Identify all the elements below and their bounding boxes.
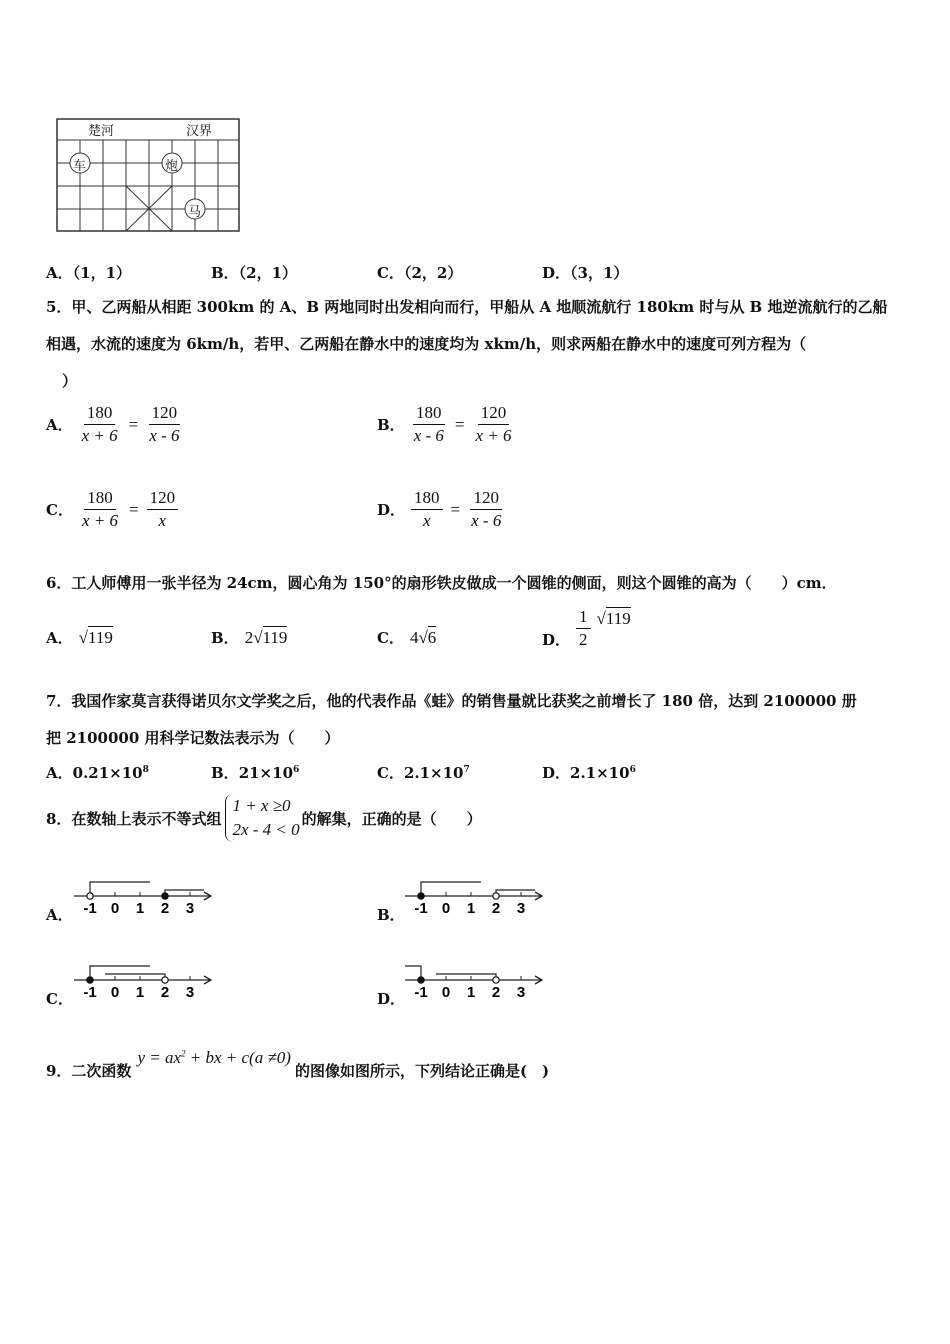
equals-sign: = xyxy=(128,499,139,519)
tick-label: 3 xyxy=(185,984,195,1001)
solution-ray xyxy=(496,890,535,896)
q7-stem-line1: 7．我国作家莫言获得诺贝尔文学奖之后，他的代表作品《蛙》的销售量就比获奖之前增长了 180 倍，达到 2100000 册 xyxy=(46,692,857,710)
q6-option-a[interactable] xyxy=(46,627,113,648)
q9-stem xyxy=(46,1048,549,1081)
tick-label: -1 xyxy=(83,900,97,917)
radical xyxy=(410,628,436,648)
radicand: 119 xyxy=(605,608,631,628)
inequality-1: 1 + x ≥0 xyxy=(232,796,291,815)
q7-option-b[interactable] xyxy=(211,762,299,783)
closed-endpoint xyxy=(87,977,93,983)
option-label: A． xyxy=(46,906,73,924)
option-label: D． xyxy=(377,990,406,1008)
inequality-2: 2x - 4 < 0 xyxy=(232,820,300,839)
denominator: x - 6 xyxy=(149,426,180,445)
open-endpoint xyxy=(493,977,499,983)
option-label: B． xyxy=(377,416,405,434)
q9-prefix: 9．二次函数 xyxy=(46,1062,132,1080)
numerator: 180 xyxy=(84,487,116,510)
board-label-hanjie: 汉界 xyxy=(186,124,213,139)
piece-horse: 马 xyxy=(188,205,202,220)
formula-exponent: 2 xyxy=(181,1048,186,1059)
solution-ray xyxy=(90,882,150,896)
exponent: 6 xyxy=(293,765,300,775)
fraction xyxy=(576,606,591,651)
fraction xyxy=(473,402,515,447)
tick-label: -1 xyxy=(83,984,97,1001)
open-endpoint xyxy=(162,977,168,983)
root-sign: √ xyxy=(253,627,263,647)
tick-label: 2 xyxy=(160,984,170,1001)
radicand: 119 xyxy=(87,627,113,647)
solution-ray xyxy=(90,966,150,980)
q5-stem-line2: 相遇，水流的速度为 6km/h，若甲、乙两船在静水中的速度均为 xkm/h，则求两船在静水中的速度可列方程为（ xyxy=(46,335,807,353)
q7-option-c[interactable] xyxy=(377,762,470,783)
q4-option-c[interactable]: C．（2，2） xyxy=(377,264,463,282)
formula-rest: + bx + c(a ≠0) xyxy=(185,1048,291,1067)
q4-option-d[interactable]: D．（3，1） xyxy=(542,264,629,282)
numerator: 120 xyxy=(147,487,179,510)
root-sign: √ xyxy=(418,627,428,647)
quadratic-formula xyxy=(137,1048,291,1068)
tick-label: 2 xyxy=(160,900,170,917)
fraction xyxy=(411,402,447,447)
denominator: x - 6 xyxy=(471,511,502,530)
denominator: x + 6 xyxy=(81,511,118,530)
denominator: x - 6 xyxy=(413,426,444,445)
number-line-b xyxy=(403,872,549,926)
equals-sign: = xyxy=(450,499,461,519)
mantissa: 2.1×10 xyxy=(403,764,464,782)
solution-ray xyxy=(105,974,165,980)
tick-label: 1 xyxy=(135,984,145,1001)
mantissa: 21×10 xyxy=(238,764,294,782)
inequality-system xyxy=(225,794,299,842)
q7-option-a[interactable] xyxy=(46,762,149,783)
q6-option-b[interactable] xyxy=(211,627,287,648)
option-label: C． xyxy=(377,629,404,647)
q6-option-d[interactable] xyxy=(542,606,631,651)
formula-y: y = ax xyxy=(137,1048,182,1067)
tick-label: 0 xyxy=(441,900,451,917)
q5-stem-line3: ） xyxy=(62,372,78,390)
closed-endpoint xyxy=(418,893,424,899)
tick-label: 3 xyxy=(185,900,195,917)
board-label-chuhe: 楚河 xyxy=(88,124,115,139)
exponent: 6 xyxy=(629,765,636,775)
option-label: C． xyxy=(46,501,73,519)
denominator: 2 xyxy=(579,630,588,649)
q8-suffix: 的解集，正确的是（ ） xyxy=(301,809,482,828)
q5-stem-line1: 5．甲、乙两船从相距 300km 的 A、B 两地同时出发相向而行，甲船从 A 地顺流航行 180km 时与从 B 地逆流航行的乙船 xyxy=(46,298,888,316)
q9-suffix: 的图像如图所示，下列结论正确是( ) xyxy=(294,1062,550,1080)
denominator: x xyxy=(422,511,431,530)
option-label: D． xyxy=(377,501,406,519)
option-label: C． xyxy=(46,990,73,1008)
closed-endpoint xyxy=(162,893,168,899)
q5-option-c[interactable] xyxy=(46,487,178,532)
fraction xyxy=(79,487,121,532)
tick-label: 1 xyxy=(466,900,476,917)
option-label: C． xyxy=(377,764,404,782)
fraction xyxy=(147,487,179,532)
coefficient: 4 xyxy=(409,627,419,647)
equals-sign: = xyxy=(128,414,139,434)
solution-ray xyxy=(436,974,496,980)
piece-chariot: 车 xyxy=(73,159,87,174)
tick-label: 3 xyxy=(516,900,526,917)
fraction xyxy=(79,402,121,447)
number-line-d xyxy=(403,956,549,1010)
open-endpoint xyxy=(87,893,93,899)
option-label: B． xyxy=(211,764,239,782)
tick-label: 2 xyxy=(491,984,501,1001)
q5-option-d[interactable] xyxy=(377,487,504,532)
q7-option-d[interactable] xyxy=(542,762,636,783)
numerator: 180 xyxy=(411,487,443,510)
solution-ray xyxy=(165,890,204,896)
q6-option-c[interactable] xyxy=(377,627,436,648)
numerator: 120 xyxy=(149,402,181,425)
q5-option-b[interactable] xyxy=(377,402,515,447)
mantissa: 0.21×10 xyxy=(72,764,143,782)
numerator: 120 xyxy=(478,402,510,425)
mantissa: 2.1×10 xyxy=(570,764,630,782)
option-label: D． xyxy=(542,764,571,782)
tick-label: 0 xyxy=(110,900,120,917)
equals-sign: = xyxy=(454,414,465,434)
closed-endpoint xyxy=(418,977,424,983)
option-label: A． xyxy=(46,416,73,434)
radicand: 119 xyxy=(262,627,288,647)
solution-ray xyxy=(421,882,481,896)
tick-label: -1 xyxy=(414,984,428,1001)
denominator: x xyxy=(158,511,167,530)
number-line-c xyxy=(72,956,218,1010)
option-label: B． xyxy=(211,629,239,647)
numerator: 120 xyxy=(470,487,502,510)
option-label: D． xyxy=(542,631,571,649)
numerator: 180 xyxy=(413,402,445,425)
coefficient: 2 xyxy=(244,627,254,647)
exponent: 7 xyxy=(463,765,470,775)
q8-stem xyxy=(46,794,482,842)
root-sign: √ xyxy=(78,627,88,647)
radical xyxy=(245,628,288,648)
q5-option-a[interactable] xyxy=(46,402,182,447)
tick-label: 1 xyxy=(466,984,476,1001)
chess-board-figure xyxy=(56,118,242,234)
numerator: 180 xyxy=(84,402,116,425)
q4-option-b[interactable]: B．（2，1） xyxy=(211,264,298,282)
q6-stem: 6．工人师傅用一张半径为 24cm，圆心角为 150°的扇形铁皮做成一个圆锥的侧面，则这个圆锥的高为（ ）cm． xyxy=(46,574,837,592)
tick-label: 1 xyxy=(135,900,145,917)
tick-label: 0 xyxy=(110,984,120,1001)
exponent: 8 xyxy=(142,765,149,775)
radical xyxy=(79,628,113,648)
board-grid xyxy=(56,118,242,234)
tick-label: 3 xyxy=(516,984,526,1001)
option-label: B． xyxy=(377,906,405,924)
tick-label: 2 xyxy=(491,900,501,917)
radicand: 6 xyxy=(427,627,437,647)
fraction xyxy=(411,487,443,532)
piece-cannon: 炮 xyxy=(165,159,179,174)
q4-option-a[interactable]: A．（1，1） xyxy=(46,264,132,282)
fraction xyxy=(468,487,504,532)
q8-prefix: 8．在数轴上表示不等式组 xyxy=(46,809,222,828)
denominator: x + 6 xyxy=(475,426,512,445)
denominator: x + 6 xyxy=(81,426,118,445)
tick-label: 0 xyxy=(441,984,451,1001)
option-label: A． xyxy=(46,629,73,647)
q7-stem-line2: 把 2100000 用科学记数法表示为（ ） xyxy=(46,729,340,747)
number-line-a xyxy=(72,872,218,926)
tick-label: -1 xyxy=(414,900,428,917)
open-endpoint xyxy=(493,893,499,899)
root-sign: √ xyxy=(596,608,606,628)
fraction xyxy=(146,402,182,447)
option-label: A． xyxy=(46,764,73,782)
numerator: 1 xyxy=(576,606,591,629)
radical xyxy=(597,609,631,629)
